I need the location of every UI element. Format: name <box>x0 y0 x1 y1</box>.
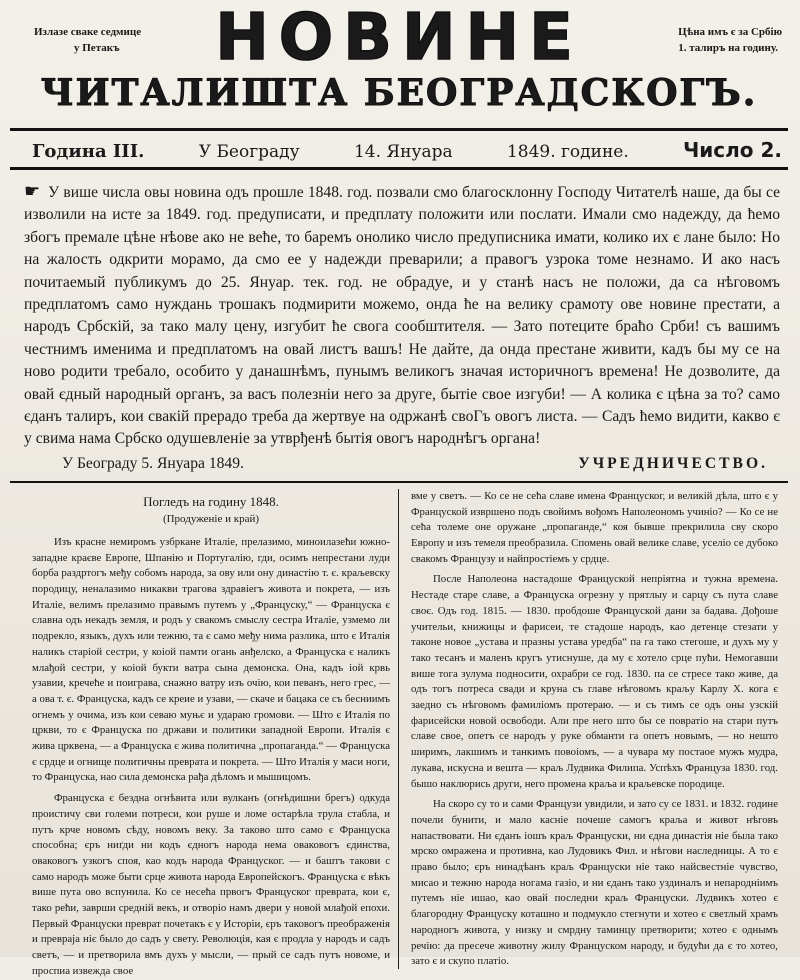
article-columns <box>6 483 792 977</box>
article-column-left <box>6 489 399 977</box>
notice-text: У више числа овы новина одъ прошле 1848. год. позвали смо благосклонну Господу Читателѣ наше, да бы се изволили на исте за 1849. год. предуписати, и предплату положити или послати. Имали смо надежду, да ћемо збогъ премале цѣне нѣове ако не веће, то баремъ онолико число предуписника имати, колико их є лане было: Но на жалость одкрити морамо, да смо ее у надежди преварили; а правогъ узрока томе незнамо. И ако насъ почитаемый публикумъ до 25. Януар. тек. год. не обрадуе, и у станѣ насъ не положи, да са нѣговомъ предплатомъ само нуждань трошакъ подмирити можемо, онда ће на велику срамоту ове новине престати, а народъ Србскій, за тако малу цену, изгубит ће свога сообштителя. — Зато потеците браћо Срби! съ вашимъ честнимъ именима и предплатомъ на овай листъ вашъ! Не дайте, да онда престане живити, кадъ бы му се на ново родити требало, особито у данашнѣмъ, пунымъ великогъ значая историчногъ времена! Не дозволите, да овай єдный народный органъ, за васъ полезніи него за друге, бытіе свое изгуби! — А колика є цѣна за то? само єданъ талиръ, кои свакій прерадо треба да жертвуе на одржанѣ своГъ овогъ листа. — Садъ ћемо видити, какво є у свима нама Србско одушевленіе за утврђенѣ бытія овогъ народнѣгъ органа! <box>24 184 780 448</box>
issue-year: Година III. <box>32 141 145 162</box>
price-note <box>632 24 782 56</box>
notice-sign-org: УЧРЕДНИЧЕСТВО. <box>578 454 768 472</box>
subscription-notice <box>6 170 792 451</box>
issue-year-date: 1849. године. <box>506 142 629 162</box>
issue-number: Число 2. <box>683 138 782 162</box>
article-paragraph: На скоро су то и сами Французи увидили, и зато су се 1831. и 1832. године почели бунити, и мало касніе почеше самогъ краља и живот нѣговъ напаствовати. Ни єданъ іошъ краљ Француски, ни єдна династія ніе была тако мрско омражена и противна, као Лудовикъ Фил. и нѣгови наследницы. А то є право было; єръ нинадѣанъ краљ Француски ніе тако найсвестніе чувство, мисао и тежню народа ногама газіо, и ни єданъ тако уздиналъ и непародніимъ путемъ ніе ишао, као овай последни краљ Француски. Лудвикъ хотео є благородну Француску коташно и подмукло стегнути и хотео є светлый храмъ народногъ живота, у низку и смрдну таминцу претворити; хотео є однымъ речію: да пресече животну жилу Француском народу, и будући да є то хотео, зато є и скупо платіо. <box>411 798 778 968</box>
price-line-2: 1. талиръ на годину. <box>678 42 778 54</box>
schedule-line-1: Излазе сваке седмице <box>34 26 142 38</box>
pointing-hand-icon: ☛ <box>24 181 41 201</box>
article-paragraph: Изъ красне немиромъ узбркане Италіе, прелазимо, миноилазећи южно-западне краєве Европе, Шпанію и Португалію, гди, осимъ непрестани луди борба раздртогъ међу собомъ народа, за ову или ону династію т. є. краљевску породицу, неналазимо никакви трагова здравіегъ живота и покрета, — изъ Италіе, велимъ прелазимо правымъ путемъ у „Француску,“ — Француска є славна одъ некадъ земля, и родъ у свакомъ смыслу сестра Италіе, узмемо ли подрекло, языкъ, духъ или тежню, та є само међу нима разлика, што є Италія наликъ старіой сестри, у коіой памти огань анђелско, а Француска є наликъ млађой сестри, у коіой букти ватра сына демонска. Она, кадъ іой крвь узавии, кречеће и поиграва, снажно ватру изъ очію, кои певанъ, него грес, — а ова т. є. Француска, кадъ се креие и узави, — скаче и бацака се съ бесниимъ огнемъ у очима, изъ кои севаю муњє и удараю громови. — Што є Италія по цркви, то є Француска по држави и политики западной Европи. Италія є жива црквена, — а Француска є жива политична „пропаганда.“ — Француска є срдце и огнище политичны преврата и покрета. — Што Италія у маси ноги, то Француска, нао сила демонска рађа дѣломъ и мышицомъ. <box>32 535 390 784</box>
schedule-line-2: у Петакъ <box>74 42 120 54</box>
newspaper-subtitle: ЧИТАЛИШТА БЕОГРАДСКОГЪ. <box>40 72 758 114</box>
article-subtitle: (Продуженіе и край) <box>162 512 260 525</box>
masthead <box>6 0 792 128</box>
price-line-1: Цѣна имъ є за Србію <box>678 26 782 38</box>
issue-place: У Београду <box>198 142 300 162</box>
article-column-right <box>399 489 792 969</box>
issue-info-line <box>6 131 792 167</box>
article-paragraph: вме у светъ. — Ко се не сећа славе имена Француског, и великій дѣла, што є у Француской извршено подъ свойимъ вођомъ Наполеономъ учиніо? — Ко се не сећа толеме оне оружане „пропаганде,“ коя бывше прекрилила сву скоро Европу и изъ темеля преобразила. Спомень овай великe славе, уселіо се дубоко свакомъ Французу и найпростіемъ у срдце. <box>411 489 778 565</box>
issue-date: 14. Януара <box>353 142 453 162</box>
notice-sign-place: У Београду 5. Януара 1849. <box>62 454 244 472</box>
notice-signature <box>6 451 792 475</box>
article-title: Погледъ на годину 1848. <box>143 493 279 509</box>
article-paragraph: После Наполеона настадоше Француской непріятна и тужна времена. Нестаде старе славе, а Француска огрезну у прятлыу и сарцу съ пута славе своє. Одъ год. 1815. — 1830. пробдоше Француской дани за бадава. Дођоше учительи, книжицы и фарисеи, те стадоше народъ, као детенце стезати у таконе новое „устава и празны устава уредба“ па га тако стегоше, и духъ му у тако тесанъ и маленъ кругъ утиснуше, да му є хотело срце пући. Немогавши више тога зулума подносити, охрабри се год. 1830. па се стресе тако живе, да одъ тогъ потреса свади и круна съ главе нѣговомъ краљу Карлу X. кога є заедно съ нѣговомъ фамиліомъ протераю. — и съ тимъ се одъ оны узскій фарисейски новой освободи. Али пре него што бы се повратіо на стари путъ славе свое, опетъ се народъ у руке обманти га опетъ новымъ, — но нешто ширимъ, лакшимъ и танкимъ повоіомъ, — а чувара му постаое мужъ мудра, лукава, искусна и вешта — краљ Лудвика Филипа. Успѣхъ Француза 1830. год. бышо наклюрись други, него промена краља и краљевске породице. <box>411 573 778 790</box>
newspaper-title: НОВИНЕ <box>215 1 583 75</box>
article-paragraph: Француска є бездна огнѣвита или вулканъ (огнѣдишни брегъ) одкуда проистичу сви големи потреси, кои руше и ломе остарѣла трула стабла, и путъ крче новомъ сѣду, новомъ веку. За таково што само є Француска способна; єръ ниґди ни кодъ єдногъ народа нема оваковогъ єдинства, оваковогъ узкогъ споя, као кодъ народа Француског. — и баштъ такови с само народъ може быти срце живота народа Европейскогъ. Француска є вѣкъ више пута ово вспунила. Ко се несећа првогъ Француског преврата, кои є, тако рећи, заврши средній векъ, и отворіо намъ двери у новой млађой епохи. Первый Француски преврат почетакъ є у Исторіи, єръ таковогъ преображенія и превраја ніє было до садъ у свету. Революція, кая є продла у народъ и садъ светъ, — и претворила вмъ духъ у мысли, — прый се садъ путъ новоме, и проспиа извежда свое <box>32 792 390 977</box>
